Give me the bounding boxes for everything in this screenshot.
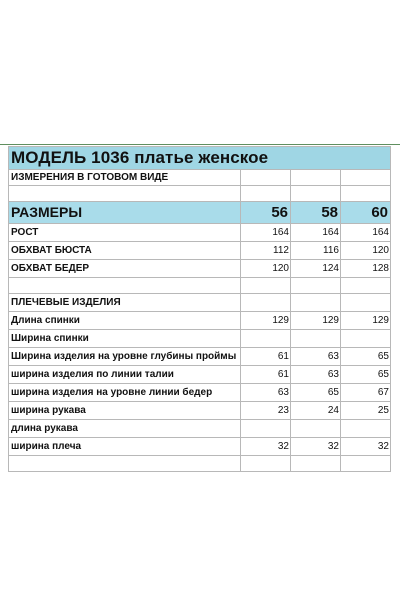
row-label: ширина рукава — [9, 402, 241, 420]
table-row — [9, 438, 391, 456]
value-cell: 129 — [341, 312, 391, 330]
value-cell: 129 — [241, 312, 291, 330]
value-cell: 63 — [291, 348, 341, 366]
value-cell: 61 — [241, 348, 291, 366]
sizes-label: РАЗМЕРЫ — [9, 202, 241, 224]
value-cell — [341, 420, 391, 438]
row-label: Ширина изделия на уровне глубины проймы — [9, 348, 241, 366]
row-label: Длина спинки — [9, 312, 241, 330]
model-title: МОДЕЛЬ 1036 платье женское — [9, 147, 391, 170]
table-row — [9, 384, 391, 402]
value-cell: 65 — [291, 384, 341, 402]
row-label: Ширина спинки — [9, 330, 241, 348]
value-cell: 23 — [241, 402, 291, 420]
table-row — [9, 260, 391, 278]
value-cell: 32 — [291, 438, 341, 456]
section-label: ПЛЕЧЕВЫЕ ИЗДЕЛИЯ — [9, 294, 241, 312]
row-label: ширина изделия на уровне линии бедер — [9, 384, 241, 402]
value-cell: 120 — [241, 260, 291, 278]
value-cell: 67 — [341, 384, 391, 402]
value-cell — [241, 330, 291, 348]
value-cell: 61 — [241, 366, 291, 384]
top-border-line — [0, 144, 400, 145]
row-label: длина рукава — [9, 420, 241, 438]
value-cell — [241, 420, 291, 438]
table-row — [9, 402, 391, 420]
row-label: ширина изделия по линии талии — [9, 366, 241, 384]
table-row — [9, 366, 391, 384]
value-cell: 24 — [291, 402, 341, 420]
value-cell — [341, 330, 391, 348]
size-cell: 58 — [291, 202, 341, 224]
sizes-row — [9, 202, 391, 224]
value-cell: 124 — [291, 260, 341, 278]
row-label: ширина плеча — [9, 438, 241, 456]
value-cell: 129 — [291, 312, 341, 330]
value-cell: 164 — [291, 224, 341, 242]
subtitle: ИЗМЕРЕНИЯ В ГОТОВОМ ВИДЕ — [9, 170, 241, 186]
value-cell — [291, 330, 341, 348]
section-row — [9, 294, 391, 312]
size-cell: 56 — [241, 202, 291, 224]
value-cell: 32 — [241, 438, 291, 456]
row-label: ОБХВАТ БЮСТА — [9, 242, 241, 260]
row-label: РОСТ — [9, 224, 241, 242]
value-cell: 164 — [241, 224, 291, 242]
value-cell: 128 — [341, 260, 391, 278]
value-cell: 116 — [291, 242, 341, 260]
title-row — [9, 147, 391, 170]
measurement-table — [8, 146, 391, 472]
table-row — [9, 242, 391, 260]
table-row — [9, 420, 391, 438]
value-cell — [291, 420, 341, 438]
value-cell: 164 — [341, 224, 391, 242]
row-label: ОБХВАТ БЕДЕР — [9, 260, 241, 278]
value-cell: 120 — [341, 242, 391, 260]
subtitle-row — [9, 170, 391, 186]
value-cell: 112 — [241, 242, 291, 260]
value-cell: 32 — [341, 438, 391, 456]
table-row — [9, 348, 391, 366]
table-row — [9, 330, 391, 348]
table-row — [9, 224, 391, 242]
value-cell: 25 — [341, 402, 391, 420]
value-cell: 63 — [241, 384, 291, 402]
value-cell: 65 — [341, 348, 391, 366]
value-cell: 65 — [341, 366, 391, 384]
size-cell: 60 — [341, 202, 391, 224]
value-cell: 63 — [291, 366, 341, 384]
table-row — [9, 312, 391, 330]
